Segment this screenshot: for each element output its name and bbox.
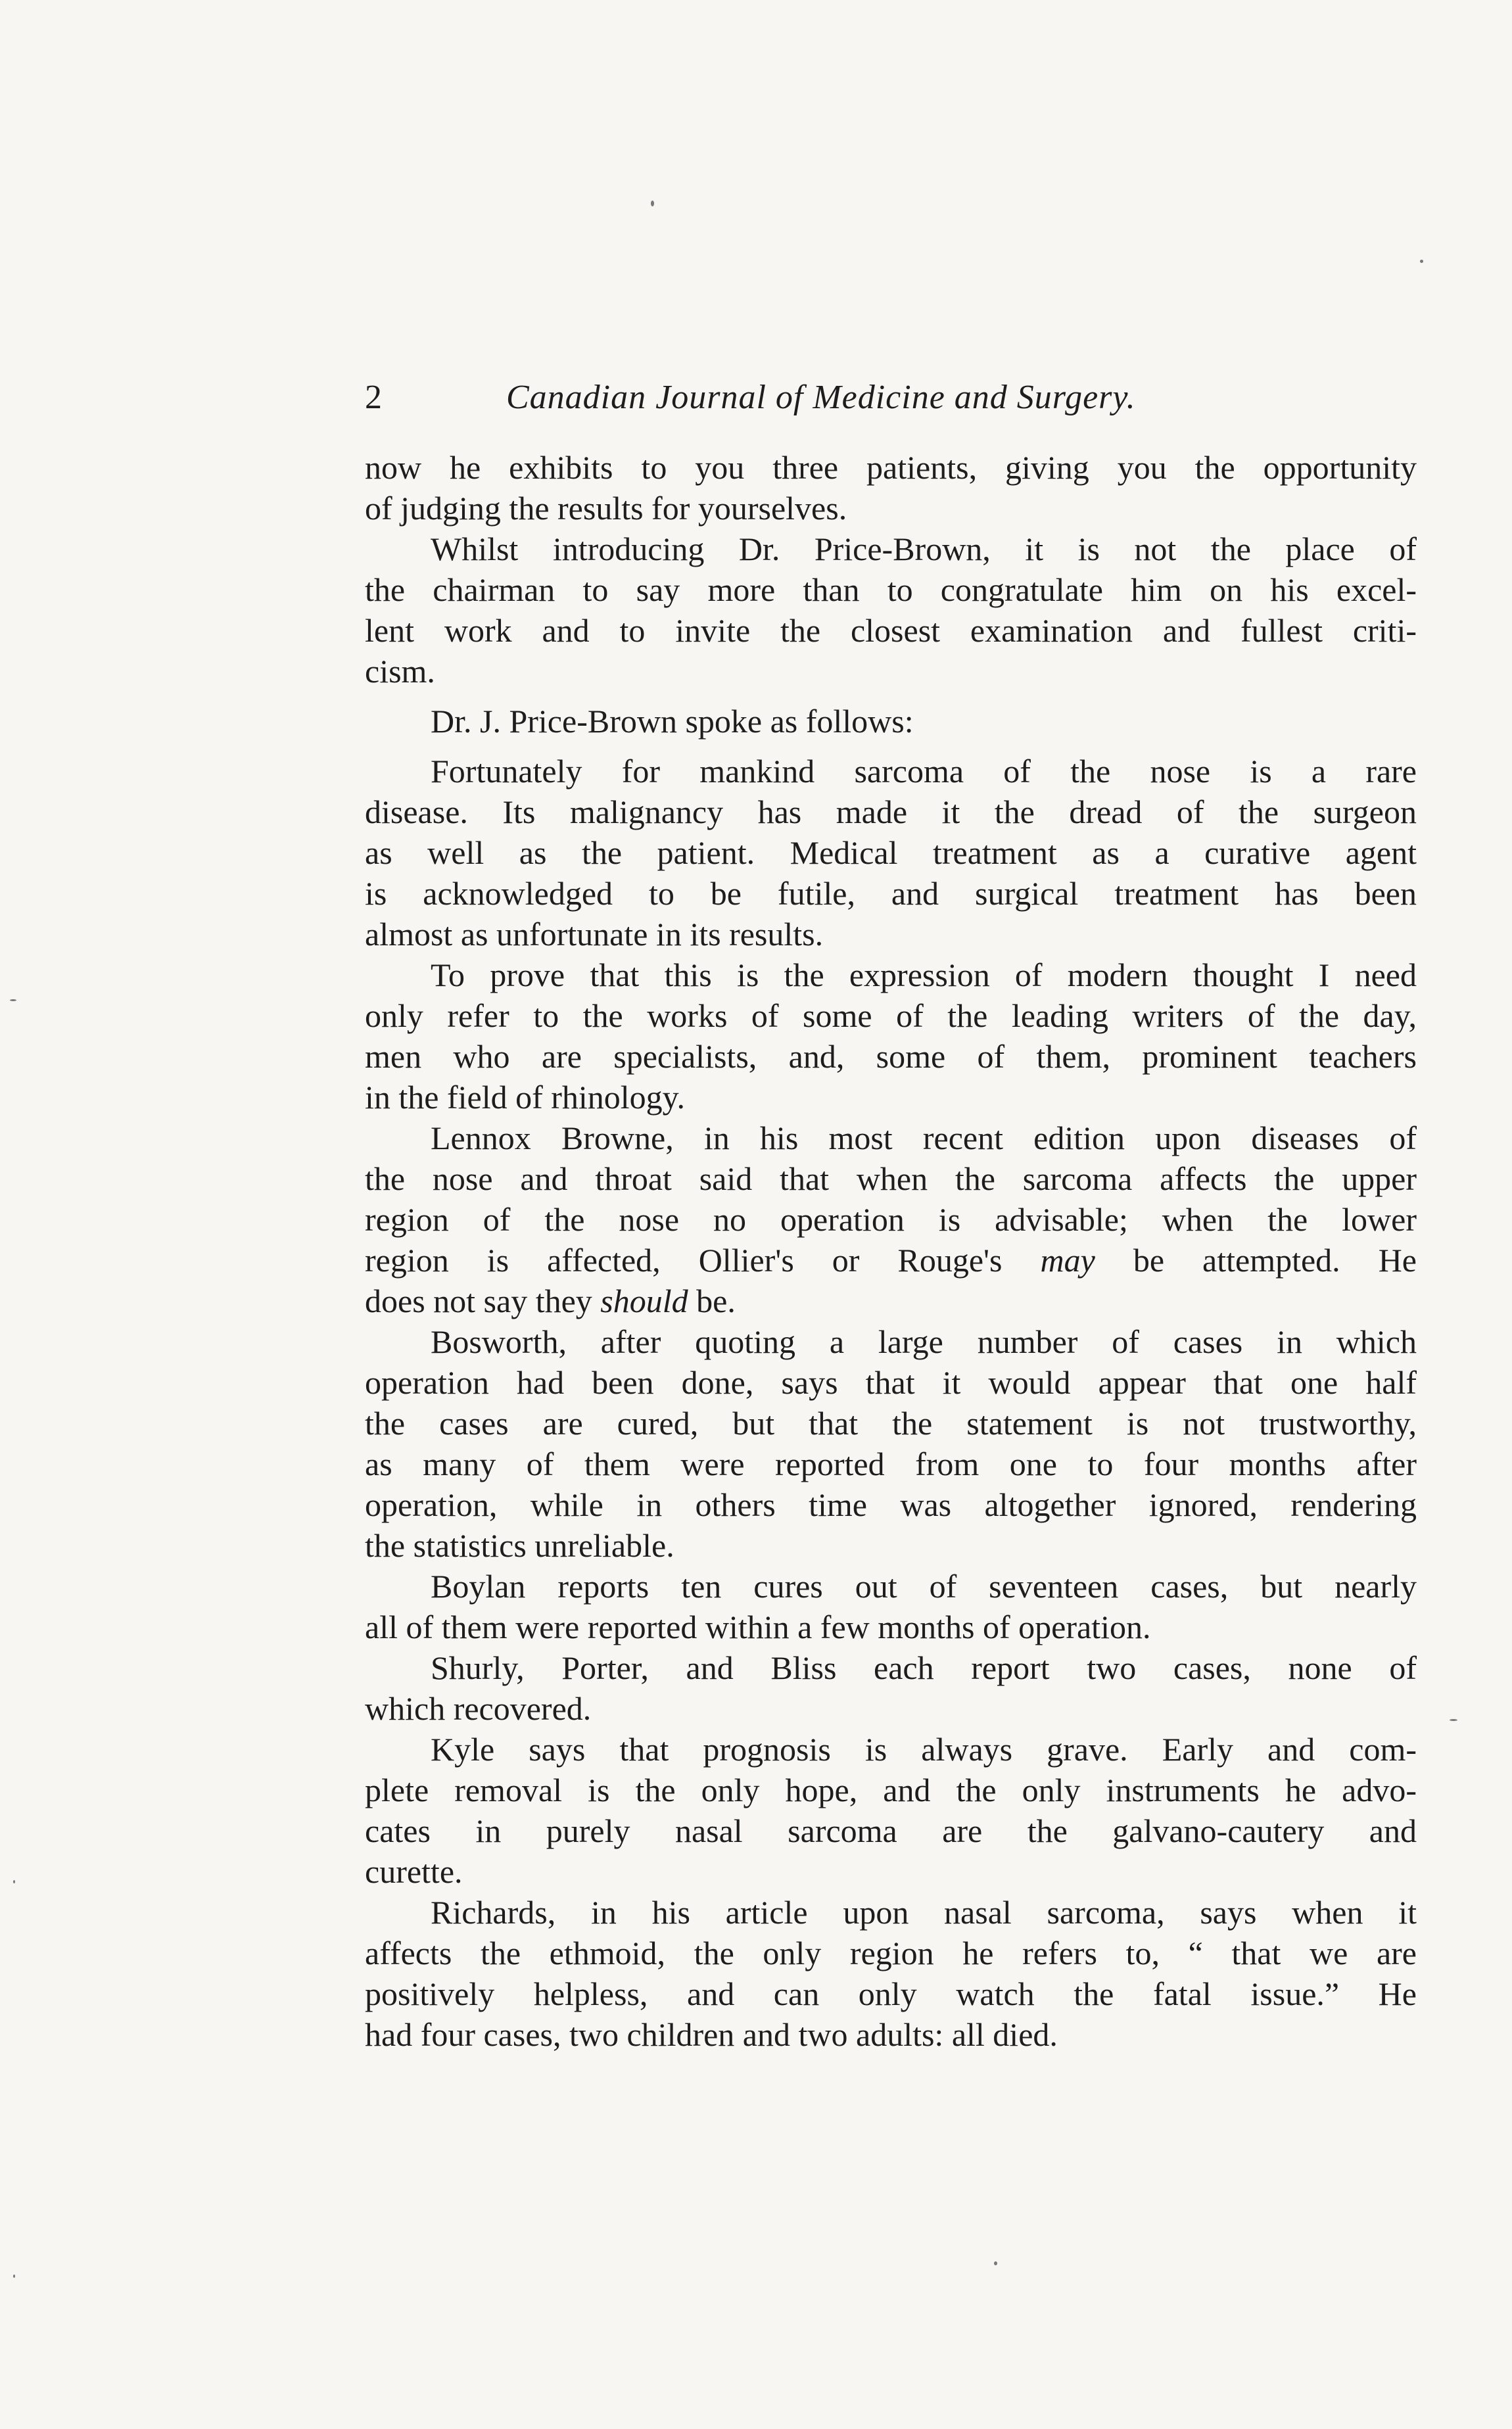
text-line: cism. [365, 653, 435, 690]
text-line: as well as the patient. Medical treatment as a curative agent [365, 834, 1417, 871]
scan-speck [651, 200, 654, 206]
scan-speck [13, 2275, 15, 2278]
text-line: the cases are cured, but that the statement is not trustworthy, [365, 1405, 1417, 1442]
text-line: disease. Its malignancy has made it the dread of the surgeon [365, 793, 1417, 830]
text-line: operation, while in others time was altogether ignored, rendering [365, 1486, 1417, 1523]
text-line: region of the nose no operation is advisable; when the lower [365, 1201, 1417, 1238]
emphasized-word: may [1040, 1242, 1095, 1279]
text-line: operation had been done, says that it would appear that one half [365, 1364, 1417, 1401]
text-segment: does not say they [365, 1283, 601, 1319]
text-line [365, 1281, 1417, 1321]
text-line: Lennox Browne, in his most recent edition upon diseases of [431, 1120, 1417, 1156]
text-line: the chairman to say more than to congratulate him on his excel- [365, 571, 1417, 608]
text-line: the statistics unreliable. [365, 1527, 674, 1564]
text-line: the nose and throat said that when the sarcoma affects the upper [365, 1160, 1417, 1197]
text-line: Fortunately for mankind sarcoma of the nose is a rare [431, 753, 1417, 790]
page-number: 2 [365, 379, 382, 416]
text-line: all of them were reported within a few months of operation. [365, 1609, 1151, 1645]
text-line: is acknowledged to be futile, and surgical treatment has been [365, 875, 1417, 912]
article-body [365, 447, 1417, 2055]
scan-speck [10, 999, 16, 1001]
scan-speck [13, 1880, 15, 1883]
text-line: curette. [365, 1853, 463, 1890]
text-line: positively helpless, and can only watch the fatal issue.” He [365, 1975, 1417, 2012]
paragraph-gap [365, 692, 1417, 701]
emphasized-word: should [600, 1283, 688, 1319]
text-line: affects the ethmoid, the only region he refers to, “ that we are [365, 1935, 1417, 1971]
text-line: men who are specialists, and, some of them, prominent teachers [365, 1038, 1417, 1075]
text-line: as many of them were reported from one to four months after [365, 1446, 1417, 1482]
text-line: To prove that this is the expression of modern thought I need [431, 956, 1417, 993]
text-line: Boylan reports ten cures out of seventeen cases, but nearly [431, 1568, 1417, 1605]
text-segment: region is affected, Ollier's or Rouge's [365, 1242, 1041, 1279]
text-line: Whilst introducing Dr. Price-Brown, it is not the place of [431, 531, 1417, 567]
text-line: Shurly, Porter, and Bliss each report two cases, none of [431, 1649, 1417, 1686]
text-line [365, 1240, 1417, 1281]
paragraph-gap [365, 742, 1417, 751]
text-line: plete removal is the only hope, and the only instruments he advo- [365, 1772, 1417, 1808]
text-line: now he exhibits to you three patients, giving you the opportunity [365, 449, 1417, 486]
text-line: Bosworth, after quoting a large number of cases in which [431, 1323, 1417, 1360]
text-line: Kyle says that prognosis is always grave. Early and com- [431, 1731, 1417, 1768]
text-line: almost as unfortunate in its results. [365, 916, 824, 953]
text-line: cates in purely nasal sarcoma are the galvano-cautery and [365, 1812, 1417, 1849]
journal-title: Canadian Journal of Medicine and Surgery. [506, 379, 1136, 416]
scan-speck [1450, 1719, 1457, 1721]
text-line: had four cases, two children and two adults: all died. [365, 2016, 1058, 2053]
text-line: which recovered. [365, 1690, 592, 1727]
text-line: lent work and to invite the closest examination and fullest criti- [365, 612, 1417, 649]
text-line: Dr. J. Price-Brown spoke as follows: [431, 703, 914, 740]
text-segment: be. [688, 1283, 736, 1319]
text-line: only refer to the works of some of the leading writers of the day, [365, 997, 1417, 1034]
text-line: Richards, in his article upon nasal sarcoma, says when it [431, 1894, 1417, 1931]
text-line: in the field of rhinology. [365, 1079, 685, 1116]
running-head [365, 368, 1417, 427]
text-segment: be attempted. He [1095, 1242, 1417, 1279]
text-line: of judging the results for yourselves. [365, 490, 847, 527]
scan-speck [994, 2261, 997, 2265]
scan-speck [1420, 260, 1423, 263]
